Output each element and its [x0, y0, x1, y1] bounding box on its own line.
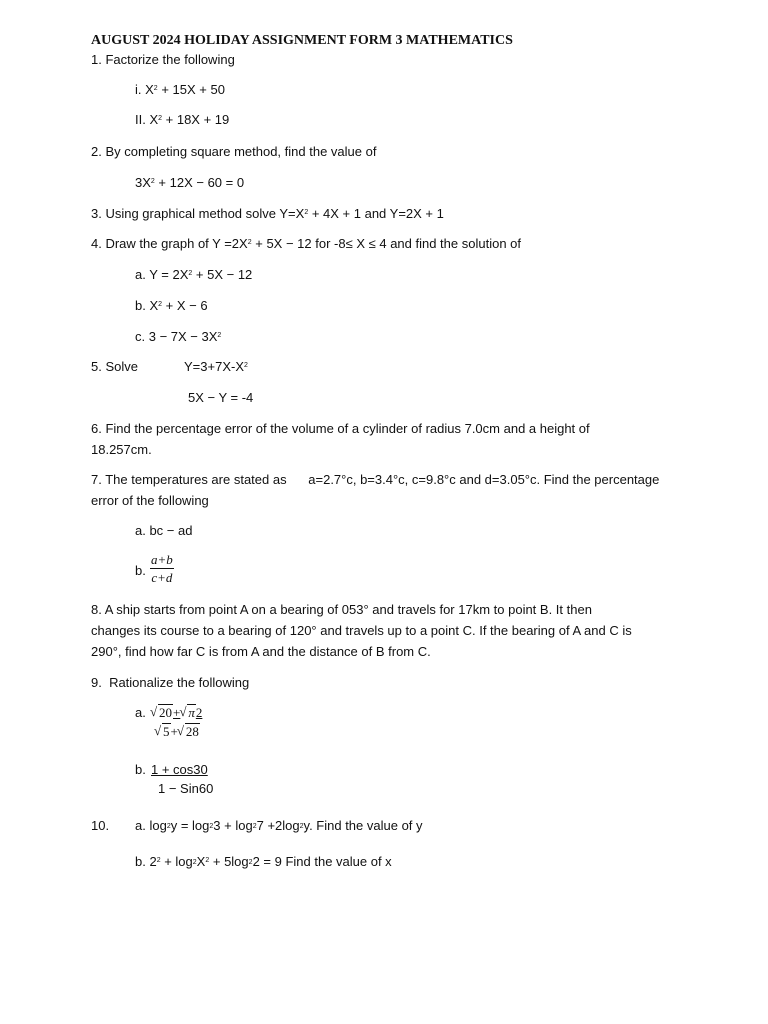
question-9-item-b-denominator: 1 − Sin60: [158, 781, 214, 796]
question-1-item-ii: II. $X^2 + 18X + 19$: [135, 112, 230, 127]
question-6-line-1: 6. Find the percentage error of the volume of a cylinder of radius 7.0cm and a height of: [91, 421, 590, 436]
question-5-equation-2: 5X − Y = -4: [188, 390, 254, 405]
question-6-line-2: 18.257cm.: [91, 442, 152, 457]
question-9-item-b-numerator: 1 + cos30: [151, 762, 208, 777]
question-7-item-b-fraction: [150, 552, 174, 585]
question-7-line-1: 7. The temperatures are stated as a=2.7°c, b=3.4°c, c=9.8°c and d=3.05°c. Find the percentage: [91, 472, 660, 487]
page-title: AUGUST 2024 HOLIDAY ASSIGNMENT FORM 3 MATHEMATICS: [91, 33, 513, 48]
question-8-line-2: changes its course to a bearing of 120° and travels up to a point C. If the bearing of A and C is: [91, 623, 632, 638]
question-1-item-i: i. $X^2 + 15X + 50$: [135, 82, 225, 97]
question-9-stem: 9. Rationalize the following: [91, 675, 250, 690]
question-7-item-b-label: b.: [135, 563, 146, 578]
question-4-item-a: a. $Y = 2X^2 + 5X - 12$: [135, 267, 253, 282]
sqrt-symbol: √ 5: [155, 724, 171, 740]
sqrt-symbol: √ 28: [178, 724, 200, 740]
question-7-item-a: a. bc − ad: [135, 523, 193, 538]
sqrt-symbol: √ π: [180, 705, 196, 721]
question-9-item-a-denominator: √ 5+√ 28: [155, 724, 200, 740]
question-2-equation: $3X^2 + 12X - 60 = 0$: [135, 175, 245, 190]
question-10-item-a: a. $\log_2y = \log_23 + \log_27 +2\log_2y$. Find the value of y: [135, 818, 423, 833]
question-7-line-2: error of the following: [91, 493, 209, 508]
question-10-item-b: b. $2^2 + \log_2X^2 + 5\log_22 = 9$ Find the value of x: [135, 854, 392, 869]
question-10-label: 10.: [91, 818, 110, 833]
question-2-stem: 2. By completing square method, find the value of: [91, 144, 377, 159]
question-8-line-3: 290°, find how far C is from A and the distance of B from C.: [91, 644, 431, 659]
question-4-item-b: b. $X^2 + X - 6$: [135, 298, 208, 313]
fraction-numerator: a+b: [151, 552, 173, 567]
question-9-item-a-label: a.: [135, 705, 146, 720]
sqrt-symbol: √ 20: [151, 705, 173, 721]
fraction-denominator: c+d: [151, 570, 173, 585]
question-3: 3. Using graphical method solve $Y=X^2 + 4X + 1$ and Y=2X + 1: [91, 206, 444, 221]
question-5-label: 5. Solve: [91, 359, 138, 374]
question-1-stem: 1. Factorize the following: [91, 52, 235, 67]
question-4-stem: 4. Draw the graph of $Y =2X^2 + 5X - 12$ for -8≤ X ≤ 4 and find the solution of: [91, 236, 522, 251]
question-9-item-a-numerator: √ 20+√ π2: [151, 705, 202, 721]
question-4-item-c: c. $3 - 7X - 3X^2$: [135, 329, 222, 344]
question-5-equation-1: $Y=3+7X-X^2$: [184, 359, 248, 374]
question-9-item-b-label: b.: [135, 762, 146, 777]
question-8-line-1: 8. A ship starts from point A on a bearing of 053° and travels for 17km to point B. It then: [91, 602, 592, 617]
